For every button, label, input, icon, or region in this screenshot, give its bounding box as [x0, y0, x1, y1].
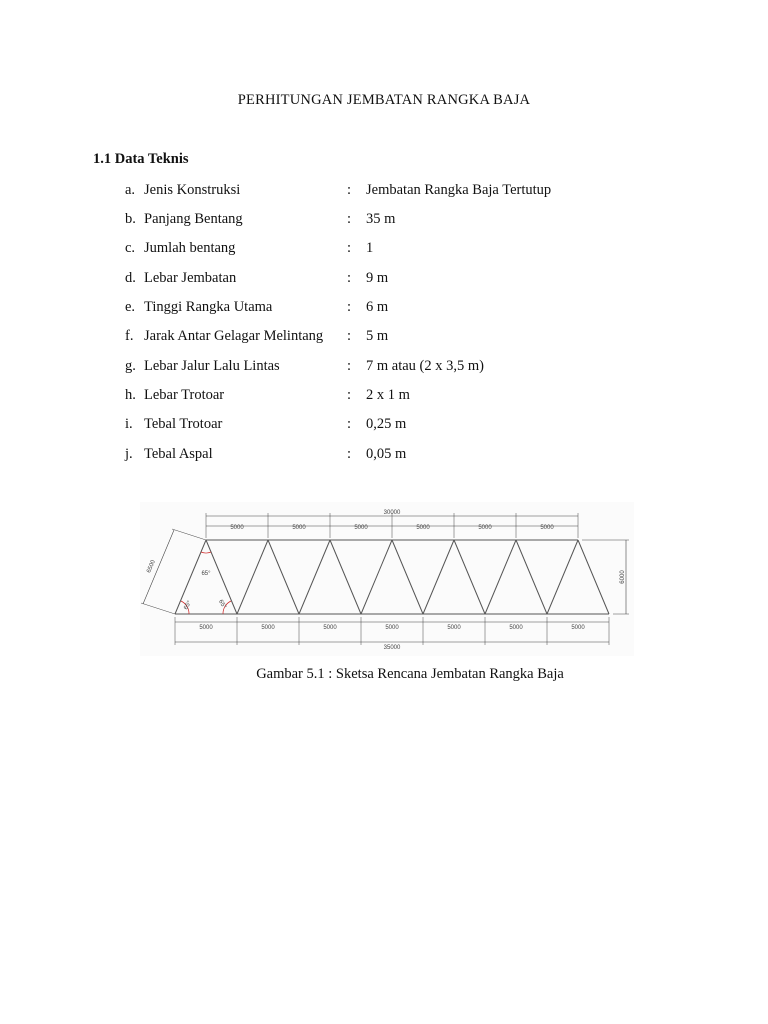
spec-label: Lebar Trotoar — [144, 387, 225, 403]
truss-diagonal — [268, 540, 299, 614]
top-segment-label: 5000 — [540, 525, 554, 531]
spec-value: 1 — [366, 240, 374, 256]
spec-label: Lebar Jembatan — [144, 270, 237, 286]
spec-letter: c. — [125, 240, 136, 256]
top-segment-label: 5000 — [292, 525, 306, 531]
top-segment-label: 5000 — [478, 525, 492, 531]
truss-diagonal — [578, 540, 609, 614]
spec-label: Jumlah bentang — [144, 240, 236, 256]
truss-diagonal — [485, 540, 516, 614]
truss-diagonal — [330, 540, 361, 614]
spec-letter: i. — [125, 416, 133, 432]
spec-colon: : — [347, 416, 352, 432]
spec-colon: : — [347, 358, 352, 374]
spec-label: Tebal Trotoar — [144, 416, 223, 432]
spec-letter: h. — [125, 387, 136, 403]
angle-label: 65° — [216, 599, 227, 610]
spec-letter: d. — [125, 270, 136, 286]
spec-colon: : — [347, 270, 352, 286]
truss-diagonal — [392, 540, 423, 614]
diagonal-dimension-label: 6500 — [146, 559, 157, 574]
bottom-segment-label: 5000 — [447, 625, 461, 631]
spec-colon: : — [347, 182, 352, 198]
bottom-segment-label: 5000 — [323, 625, 337, 631]
top-total-dimension-label: 30000 — [383, 510, 401, 516]
truss-diagonal — [454, 540, 485, 614]
dimension-tick — [172, 529, 206, 540]
spec-value: 2 x 1 m — [366, 387, 410, 403]
spec-colon: : — [347, 446, 352, 462]
spec-label: Tebal Aspal — [144, 446, 213, 462]
spec-letter: a. — [125, 182, 136, 198]
spec-value: 7 m atau (2 x 3,5 m) — [366, 358, 484, 374]
spec-colon: : — [347, 211, 352, 227]
bottom-segment-label: 5000 — [509, 625, 523, 631]
spec-value: 0,25 m — [366, 416, 407, 432]
top-segment-label: 5000 — [354, 525, 368, 531]
spec-value: 35 m — [366, 211, 396, 227]
figure-caption: Gambar 5.1 : Sketsa Rencana Jembatan Rangka Baja — [256, 666, 564, 682]
truss-sketch-figure — [140, 502, 634, 656]
dimension-tick — [141, 603, 175, 614]
spec-label: Lebar Jalur Lalu Lintas — [144, 358, 280, 374]
spec-colon: : — [347, 299, 352, 315]
spec-label: Jarak Antar Gelagar Melintang — [144, 328, 324, 344]
angle-label: 65° — [201, 571, 211, 577]
bottom-segment-label: 5000 — [261, 625, 275, 631]
bottom-segment-label: 5000 — [385, 625, 399, 631]
truss-diagonal — [361, 540, 392, 614]
spec-letter: b. — [125, 211, 136, 227]
spec-label: Panjang Bentang — [144, 211, 243, 227]
spec-colon: : — [347, 387, 352, 403]
truss-diagonal — [423, 540, 454, 614]
spec-letter: f. — [125, 328, 134, 344]
bottom-segment-label: 5000 — [571, 625, 585, 631]
spec-label: Tinggi Rangka Utama — [144, 299, 273, 315]
spec-value: Jembatan Rangka Baja Tertutup — [366, 182, 552, 198]
spec-colon: : — [347, 240, 352, 256]
spec-label: Jenis Konstruksi — [144, 182, 241, 198]
spec-letter: j. — [125, 446, 133, 462]
angle-label: 65° — [183, 600, 194, 611]
truss-sketch — [140, 502, 634, 656]
truss-diagonal — [299, 540, 330, 614]
top-segment-label: 5000 — [416, 525, 430, 531]
spec-value: 5 m — [366, 328, 389, 344]
bottom-segment-label: 5000 — [199, 625, 213, 631]
spec-colon: : — [347, 328, 352, 344]
spec-value: 0,05 m — [366, 446, 407, 462]
height-dimension-label: 6000 — [620, 570, 626, 584]
spec-letter: g. — [125, 358, 136, 374]
truss-diagonal — [547, 540, 578, 614]
spec-value: 9 m — [366, 270, 389, 286]
section-heading: 1.1 Data Teknis — [93, 151, 189, 167]
page-title: PERHITUNGAN JEMBATAN RANGKA BAJA — [237, 92, 531, 108]
spec-value: 6 m — [366, 299, 389, 315]
top-segment-label: 5000 — [230, 525, 244, 531]
angle-arc — [201, 552, 211, 553]
truss-diagonal — [237, 540, 268, 614]
bottom-total-dimension-label: 35000 — [383, 645, 401, 651]
truss-diagonal — [516, 540, 547, 614]
spec-letter: e. — [125, 299, 136, 315]
